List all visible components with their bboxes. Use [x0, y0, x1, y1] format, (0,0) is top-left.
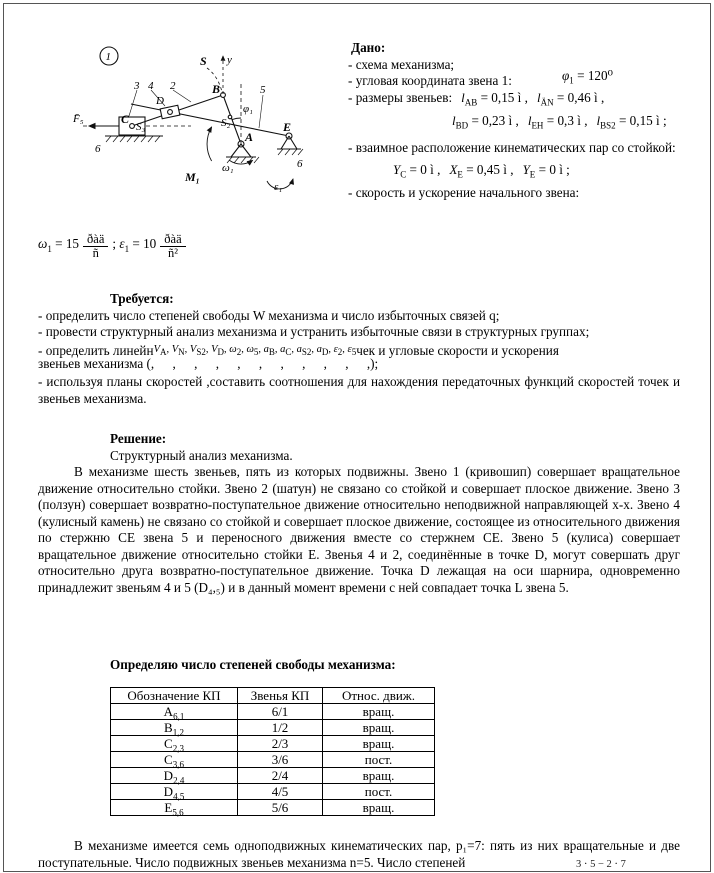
table-header-row: [111, 688, 435, 704]
angle-symbol-sub: 1: [569, 75, 574, 86]
cell-kp: $A_{6,1}$: [111, 704, 238, 720]
given-title: Дано:: [351, 40, 386, 55]
sizes-line-2: [452, 113, 667, 130]
cell-links: 2/3: [238, 736, 323, 752]
cell-kp: $B_{1,2}$: [111, 720, 238, 736]
cell-kp: $C_{3,6}$: [111, 752, 238, 768]
cell-links: 1/2: [238, 720, 323, 736]
required-bullet-3-line1: - определить линейнV$_А$ , $V_N$ , $V_{S2}$ , $V_D$ , $\omega_2$ , $\omega_5$ , $a_B$ , $a_C$ , $a_{S2}$ , $a_D$ , $\varepsilon_2$ , $\varepsilon_5чек$ и угловые скорости и ускорения: [38, 340, 559, 360]
col-header-motion: Относ. движ.: [323, 688, 435, 704]
moment-m1-arc: [207, 127, 212, 161]
col-header-designation: Обозначение КП: [111, 688, 238, 704]
mechanism-diagram: [73, 40, 323, 215]
cell-links: 5/6: [238, 800, 323, 816]
label-moment-m1: M₁: [185, 170, 200, 184]
dof-heading: Определяю число степеней свободы механизма:: [110, 657, 396, 672]
cell-kp: $D_{4,5}$: [111, 784, 238, 800]
label-point-a: A: [245, 130, 254, 144]
cell-motion: вращ.: [323, 736, 435, 752]
label-force-f5: F̄₅: [73, 113, 84, 125]
angle-reference: [232, 84, 241, 144]
label-point-s2: S₂: [221, 117, 231, 129]
solution-title: Решение:: [110, 431, 167, 446]
label-point-e: E: [283, 120, 292, 134]
required-title: Требуется:: [110, 291, 174, 306]
label-point-d: D: [156, 95, 164, 107]
table-row: [111, 768, 435, 784]
rad-per-s2-fraction: $\frac{\text{ðàä}}{\text{ñ²}}$: [160, 233, 185, 260]
initial-velocity-formula: $\omega_1 = 15$ $\frac{\text{ðàä}}{ñ}$ ; $\varepsilon_1 = 10$ $\frac{\text{ðàä}}{\text{ñ²}}$: [38, 233, 190, 260]
velocity-symbols-cluster: $V_А$ , $V_N$ , $V_{S2}$ , $V_D$ , $\omega_2$ , $\omega_5$ , $a_B$ , $a_C$ , $a_{S2}$ , $a_D$ , $\varepsilon_2$ , $\varepsilon_5$: [154, 340, 357, 355]
angle-value: = 120⁰: [573, 68, 613, 83]
label-epsilon1: ε₁: [274, 181, 283, 193]
given-item-sizes-line: [348, 90, 604, 107]
label-link-5: 5: [260, 84, 266, 96]
col-header-links: Звенья КП: [238, 688, 323, 704]
coord-formula-ye: $Y_E = 0$ ì ;: [522, 162, 570, 180]
cell-motion: вращ.: [323, 768, 435, 784]
required-bullet-3-line2: звеньев механизма (, , , , , , , , , , ,);: [38, 356, 379, 371]
cell-links: 2/4: [238, 768, 323, 784]
given-item-speed: - скорость и ускорение начального звена:: [348, 185, 580, 200]
table-row: [111, 752, 435, 768]
support-a: [226, 144, 259, 163]
solution-subtitle: Структурный анализ механизма.: [110, 448, 293, 463]
table-row: [111, 704, 435, 720]
required-bullet-4: - используя планы скоростей ,составить соотношения для нахождения передаточных функций скоростей точек и звеньев механизма.: [38, 374, 680, 406]
rad-per-s-fraction: $\frac{\text{ðàä}}{ñ}$: [83, 233, 108, 260]
given-item-angle: - угловая координата звена 1:: [348, 73, 512, 88]
label-point-c: C: [121, 112, 130, 126]
label-angle-phi1: φ₁: [243, 103, 253, 115]
size-formula-bs2: $l_{BS2} = 0,15$ ì ;: [596, 113, 667, 131]
cell-kp: $C_{2,3}$: [111, 736, 238, 752]
coords-line: [393, 162, 570, 179]
size-formula-eh: $l_{EH} = 0,3$ ì ,: [527, 113, 588, 131]
required-bullet-2: - провести структурный анализ механизма и устранить избыточные связи в структурных группах;: [38, 324, 590, 339]
table-row: [111, 736, 435, 752]
given-item-sizes-label: - размеры звеньев:: [348, 90, 453, 105]
cell-motion: пост.: [323, 784, 435, 800]
size-formula-ab: $l_{АВ} = 0,15$ ì ,: [461, 90, 528, 108]
cell-motion: вращ.: [323, 720, 435, 736]
given-item-pairs: - взаимное расположение кинематических пар со стойкой:: [348, 140, 676, 155]
label-point-s: S: [200, 54, 207, 68]
size-formula-bd: $l_{BD} = 0,23$ ì ,: [452, 113, 519, 131]
coord-formula-xe: $X_E = 0,45$ ì ,: [449, 162, 514, 180]
cell-links: 3/6: [238, 752, 323, 768]
table-row: [111, 720, 435, 736]
cell-links: 4/5: [238, 784, 323, 800]
label-link-4: 4: [148, 80, 154, 92]
label-frame-6-left: 6: [95, 143, 101, 155]
cell-motion: пост.: [323, 752, 435, 768]
cell-motion: вращ.: [323, 704, 435, 720]
angle-symbol: φ: [562, 68, 570, 83]
label-link-2: 2: [170, 80, 176, 92]
epsilon-symbol: ε: [119, 236, 125, 252]
solution-body: В механизме шесть звеньев, пять из которых подвижны. Звено 1 (кривошип) совершает вращательное движение относительно стойки. Звено 2 (шатун) не связано со стойкой и совершает плоское движение. Звено 3 (ползун) совершает возвратно-поступательное движение относительно неподвижной направляющей x-x. Звено 4 (кулисный камень) не связано со стойкой и совершает плоское движение, состоящее из относительного движения по стержню СЕ звена 5 и переносного движения вместе со стержнем СЕ. Звено 5 (кулиса) совершает вращательное движение относительно стойки Е. Звенья 4 и 2, соединённые в точке D, могут совершать друг относительно друга возвратно-поступательное движение. Точка D лежащая на оси шарнира, одновременно принадлежит звеньям 4 и 5 (D₄,₅) и в данный момент времени с ней совпадает точка L звена 5.: [38, 464, 680, 595]
angle-formula: [562, 68, 613, 85]
label-link-3: 3: [134, 80, 140, 92]
label-omega1: ω₁: [222, 162, 234, 174]
label-axis-y: y: [227, 54, 232, 66]
kp-table: [110, 687, 435, 816]
final-paragraph: В механизме имеется семь одноподвижных кинематических пар, р₁=7: пять из них вращательные и две поступательные. Число подвижных звеньев механизма n=5. Число степеней: [38, 838, 680, 870]
cell-motion: вращ.: [323, 800, 435, 816]
required-bullet-1: - определить число степеней свободы W механизма и число избыточных связей q;: [38, 308, 500, 323]
label-point-s3: S₃: [136, 121, 146, 133]
given-item-scheme: - схема механизма;: [348, 57, 455, 72]
label-figure-number: 1: [105, 51, 111, 63]
label-frame-6-right: 6: [297, 158, 303, 170]
cell-kp: $D_{2,4}$: [111, 768, 238, 784]
coord-formula-yc: $Y_C = 0$ ì ,: [393, 162, 441, 180]
cell-kp: $E_{5,6}$: [111, 800, 238, 816]
omega-symbol: ω: [38, 236, 48, 252]
formula-fragment-overlay: 3 ⋅ 5 − 2 ⋅ 7: [576, 859, 626, 870]
size-formula-an: $l_{ÄN} = 0,46$ ì ,: [536, 90, 605, 108]
cell-links: 6/1: [238, 704, 323, 720]
table-row: [111, 800, 435, 816]
label-point-b: B: [212, 82, 221, 96]
empty-slots-commas: , , , , , , , , , , ,: [150, 356, 371, 371]
table-row: [111, 784, 435, 800]
